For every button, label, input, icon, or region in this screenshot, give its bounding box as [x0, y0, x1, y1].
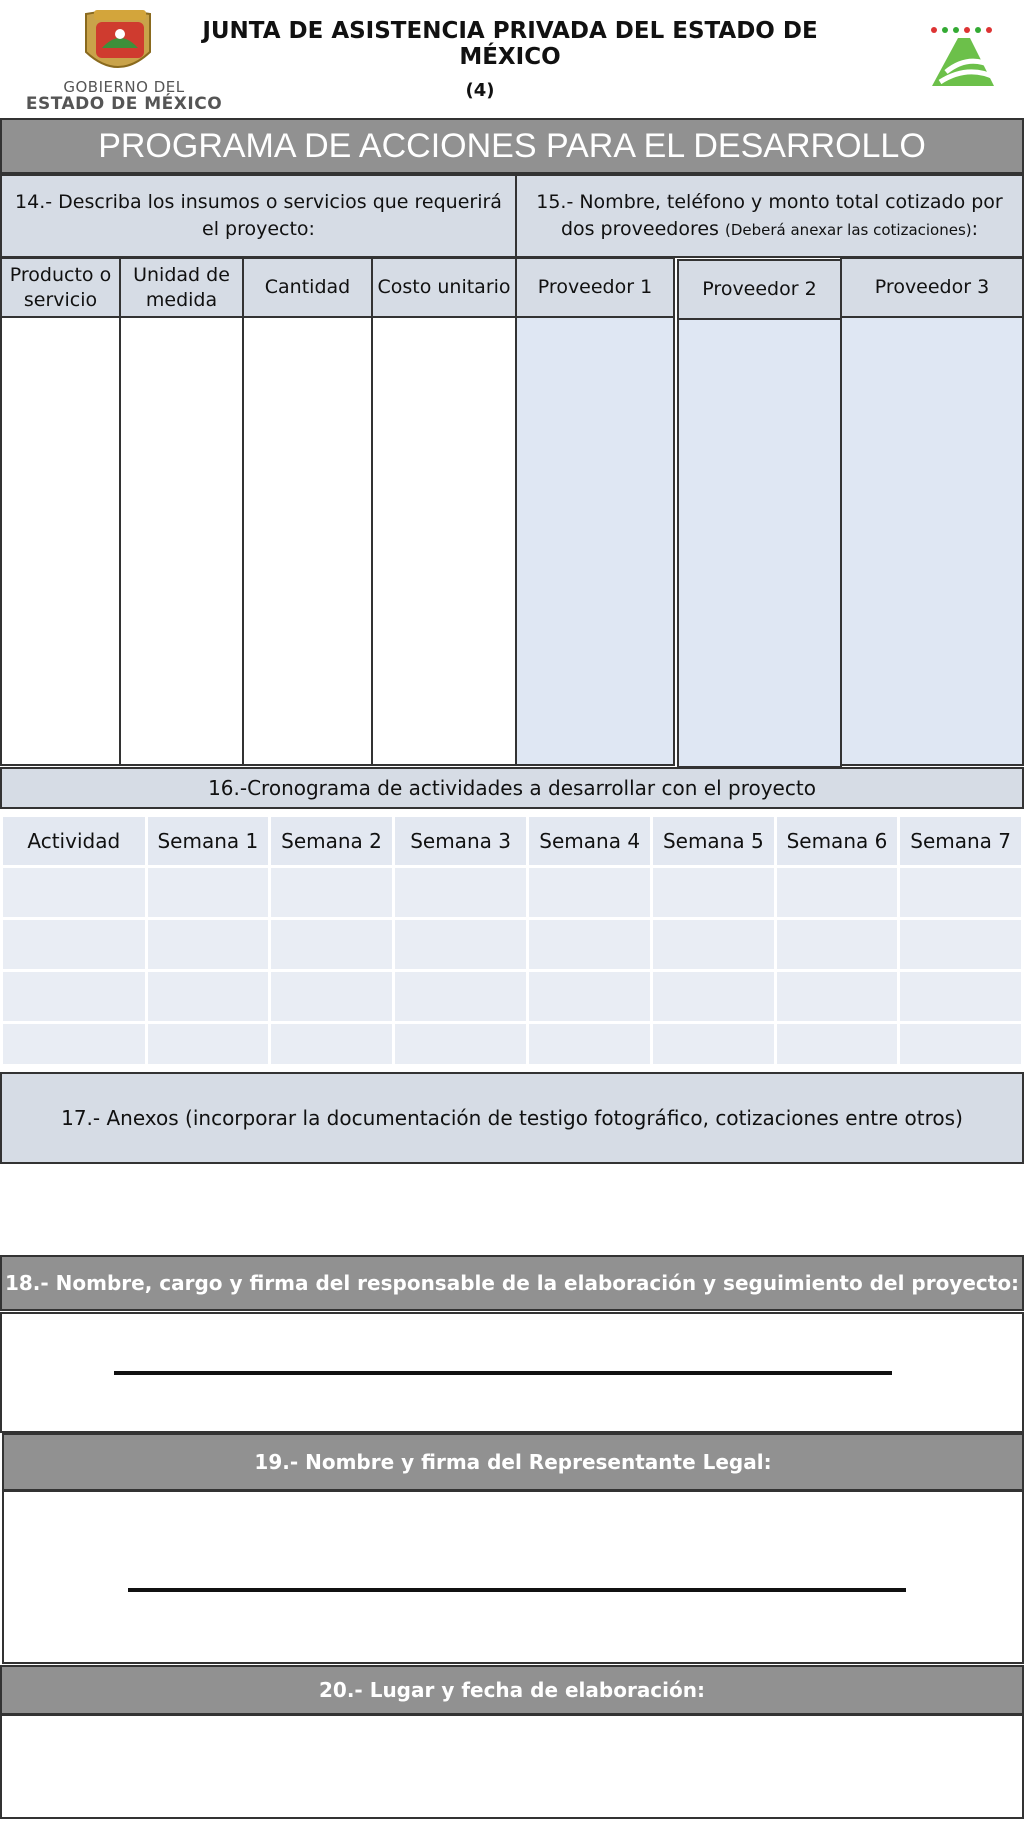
column-header-provider-2: Proveedor 2 — [677, 259, 842, 320]
column-header-product: Producto o servicio — [0, 257, 121, 318]
schedule-cell[interactable] — [653, 868, 774, 917]
column-header-provider-1: Proveedor 1 — [515, 257, 675, 318]
schedule-col-week-1: Semana 1 — [148, 817, 269, 865]
schedule-cell[interactable] — [148, 920, 269, 969]
schedule-header-row — [3, 817, 1021, 865]
schedule-cell[interactable] — [529, 868, 650, 917]
schedule-cell[interactable] — [653, 972, 774, 1021]
schedule-row — [3, 1024, 1021, 1064]
schedule-cell[interactable] — [148, 868, 269, 917]
schedule-cell[interactable] — [395, 972, 527, 1021]
schedule-cell[interactable] — [395, 1024, 527, 1064]
provider-3-field[interactable] — [840, 316, 1024, 766]
schedule-row — [3, 868, 1021, 917]
section-15-note: (Deberá anexar las cotizaciones) — [724, 220, 972, 239]
column-header-unit-cost: Costo unitario — [371, 257, 517, 318]
schedule-cell[interactable] — [900, 1024, 1021, 1064]
schedule-cell[interactable] — [3, 972, 145, 1021]
schedule-cell[interactable] — [777, 868, 898, 917]
schedule-table — [0, 814, 1024, 1067]
schedule-col-week-3: Semana 3 — [395, 817, 527, 865]
product-column-field[interactable] — [0, 316, 121, 766]
schedule-cell[interactable] — [395, 920, 527, 969]
schedule-cell[interactable] — [148, 1024, 269, 1064]
schedule-cell[interactable] — [395, 868, 527, 917]
schedule-cell[interactable] — [271, 1024, 392, 1064]
responsible-signature-box[interactable] — [0, 1312, 1024, 1433]
schedule-cell[interactable] — [529, 1024, 650, 1064]
provider-1-field[interactable] — [515, 316, 675, 766]
column-header-quantity: Cantidad — [242, 257, 373, 318]
schedule-cell[interactable] — [777, 972, 898, 1021]
schedule-col-week-5: Semana 5 — [653, 817, 774, 865]
column-header-provider-3: Proveedor 3 — [840, 257, 1024, 318]
gov-logo-line1: GOBIERNO DEL — [63, 78, 185, 96]
schedule-cell[interactable] — [777, 1024, 898, 1064]
section-19-label: 19.- Nombre y firma del Representante Legal: — [2, 1433, 1024, 1491]
place-date-field[interactable] — [0, 1714, 1024, 1819]
schedule-cell[interactable] — [3, 920, 145, 969]
jap-logo — [928, 24, 1000, 92]
gov-logo-line2: ESTADO DE MÉXICO — [25, 94, 223, 114]
schedule-cell[interactable] — [653, 1024, 774, 1064]
section-14-text: 14.- Describa los insumos o servicios que requerirá el proyecto: — [15, 191, 502, 240]
section-18-label: 18.- Nombre, cargo y firma del responsable de la elaboración y seguimiento del proyecto: — [0, 1255, 1024, 1311]
schedule-cell[interactable] — [3, 1024, 145, 1064]
legal-rep-signature-line — [128, 1588, 906, 1592]
provider-2-field[interactable] — [677, 318, 842, 768]
schedule-row — [3, 972, 1021, 1021]
schedule-col-activity: Actividad — [3, 817, 145, 865]
section-15-main: 15.- Nombre, teléfono y monto total cotizado por dos proveedores — [536, 190, 1003, 240]
schedule-cell[interactable] — [777, 920, 898, 969]
section-15-end: : — [971, 217, 979, 240]
schedule-cell[interactable] — [3, 868, 145, 917]
program-banner: PROGRAMA DE ACCIONES PARA EL DESARROLLO — [0, 118, 1024, 174]
schedule-cell[interactable] — [529, 920, 650, 969]
schedule-cell[interactable] — [148, 972, 269, 1021]
section-15-label — [515, 174, 1024, 258]
schedule-col-week-7: Semana 7 — [900, 817, 1021, 865]
section-20-label: 20.- Lugar y fecha de elaboración: — [0, 1665, 1024, 1715]
schedule-cell[interactable] — [900, 972, 1021, 1021]
quantity-column-field[interactable] — [242, 316, 373, 766]
schedule-row — [3, 920, 1021, 969]
schedule-col-week-6: Semana 6 — [777, 817, 898, 865]
schedule-cell[interactable] — [271, 868, 392, 917]
section-17-label: 17.- Anexos (incorporar la documentación de testigo fotográfico, cotizaciones entre otros) — [0, 1072, 1024, 1164]
document-title: JUNTA DE ASISTENCIA PRIVADA DEL ESTADO DE MÉXICO — [202, 18, 818, 70]
schedule-cell[interactable] — [900, 920, 1021, 969]
schedule-col-week-2: Semana 2 — [271, 817, 392, 865]
section-15-text — [527, 189, 1012, 244]
schedule-body — [3, 868, 1021, 1064]
page-number: (4) — [465, 80, 495, 101]
section-14-label — [0, 174, 517, 258]
schedule-cell[interactable] — [653, 920, 774, 969]
legal-rep-signature-box[interactable] — [2, 1490, 1024, 1664]
schedule-cell[interactable] — [529, 972, 650, 1021]
unit-cost-column-field[interactable] — [371, 316, 517, 766]
section-16-label: 16.-Cronograma de actividades a desarrollar con el proyecto — [0, 767, 1024, 809]
unit-column-field[interactable] — [119, 316, 244, 766]
schedule-cell[interactable] — [271, 920, 392, 969]
column-header-unit: Unidad de medida — [119, 257, 244, 318]
schedule-cell[interactable] — [271, 972, 392, 1021]
responsible-signature-line — [114, 1371, 892, 1375]
schedule-col-week-4: Semana 4 — [529, 817, 650, 865]
schedule-cell[interactable] — [900, 868, 1021, 917]
